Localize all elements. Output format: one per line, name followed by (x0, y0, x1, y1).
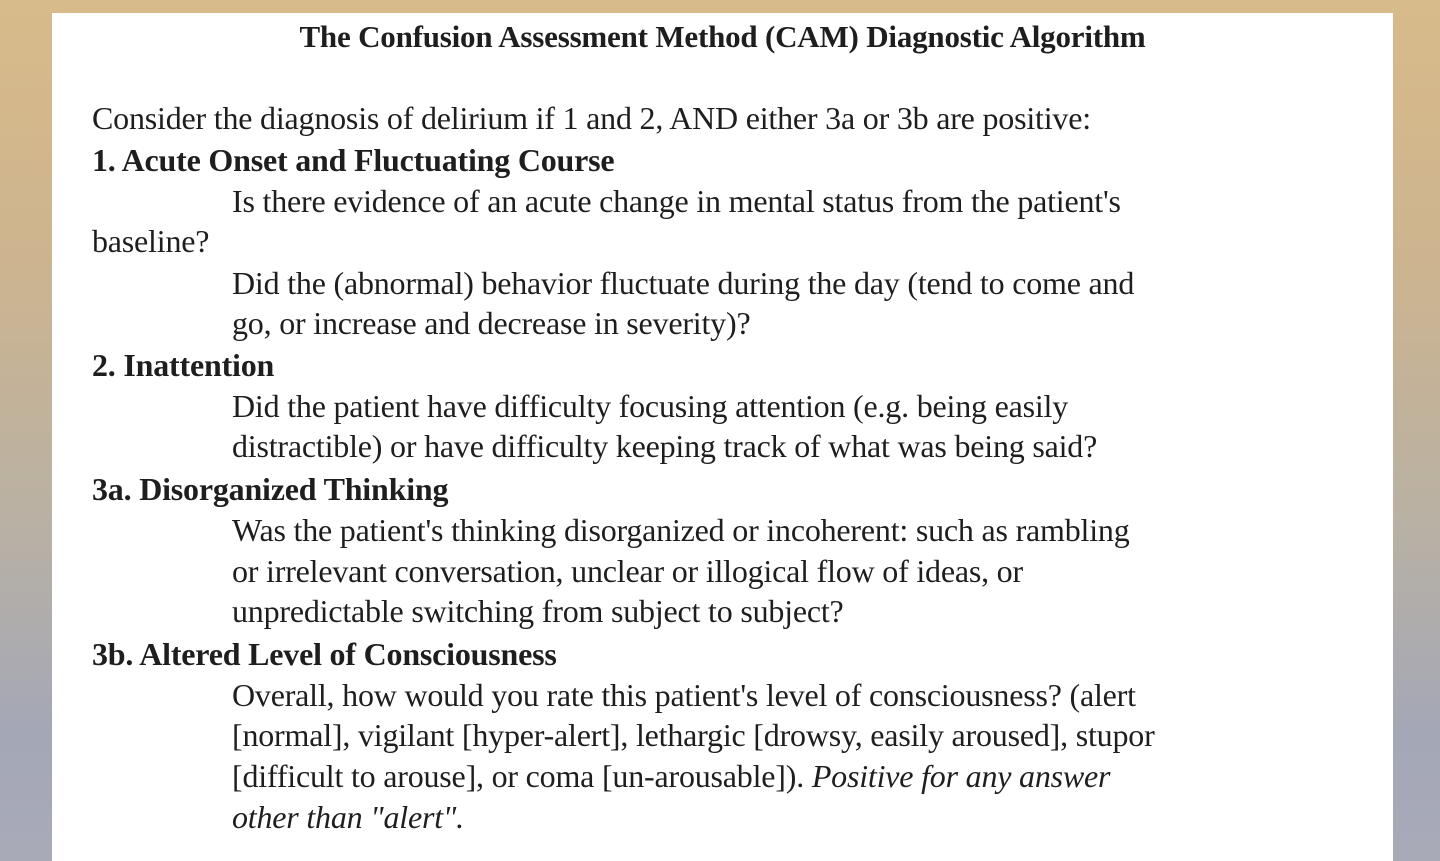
italic-note: Positive for any answer (811, 758, 1111, 794)
section-text: go, or increase and decrease in severity)? (232, 305, 751, 341)
italic-note-end: other than "alert". (232, 799, 464, 835)
section-text (232, 797, 464, 837)
section-text: Is there evidence of an acute change in mental status from the patient's (232, 183, 1121, 219)
document-card (52, 13, 1393, 861)
section-text: Was the patient's thinking disorganized or incoherent: such as rambling (232, 512, 1130, 548)
intro-text: Consider the diagnosis of delirium if 1 and 2, AND either 3a or 3b are positive: (92, 100, 1091, 136)
section-text: distractible) or have difficulty keeping track of what was being said? (232, 428, 1098, 464)
section-heading-2: 2. Inattention (92, 347, 275, 383)
section-text: [normal], vigilant [hyper-alert], lethargic [drowsy, easily aroused], stupor (232, 717, 1155, 753)
section-text: baseline? (92, 223, 210, 259)
section-text (232, 756, 1110, 796)
section-text: unpredictable switching from subject to subject? (232, 593, 844, 629)
section-text: or irrelevant conversation, unclear or illogical flow of ideas, or (232, 553, 1023, 589)
section-text: Did the (abnormal) behavior fluctuate during the day (tend to come and (232, 265, 1135, 301)
section-text-part: [difficult to arouse], or coma [un-arousable]). (232, 758, 805, 794)
section-heading-3b: 3b. Altered Level of Consciousness (92, 636, 557, 672)
section-text: Did the patient have difficulty focusing attention (e.g. being easily (232, 388, 1069, 424)
document-title: The Confusion Assessment Method (CAM) Diagnostic Algorithm (299, 19, 1146, 54)
section-text: Overall, how would you rate this patient's level of consciousness? (alert (232, 677, 1136, 713)
section-heading-3a: 3a. Disorganized Thinking (92, 471, 449, 507)
section-heading-1: 1. Acute Onset and Fluctuating Course (92, 142, 615, 178)
